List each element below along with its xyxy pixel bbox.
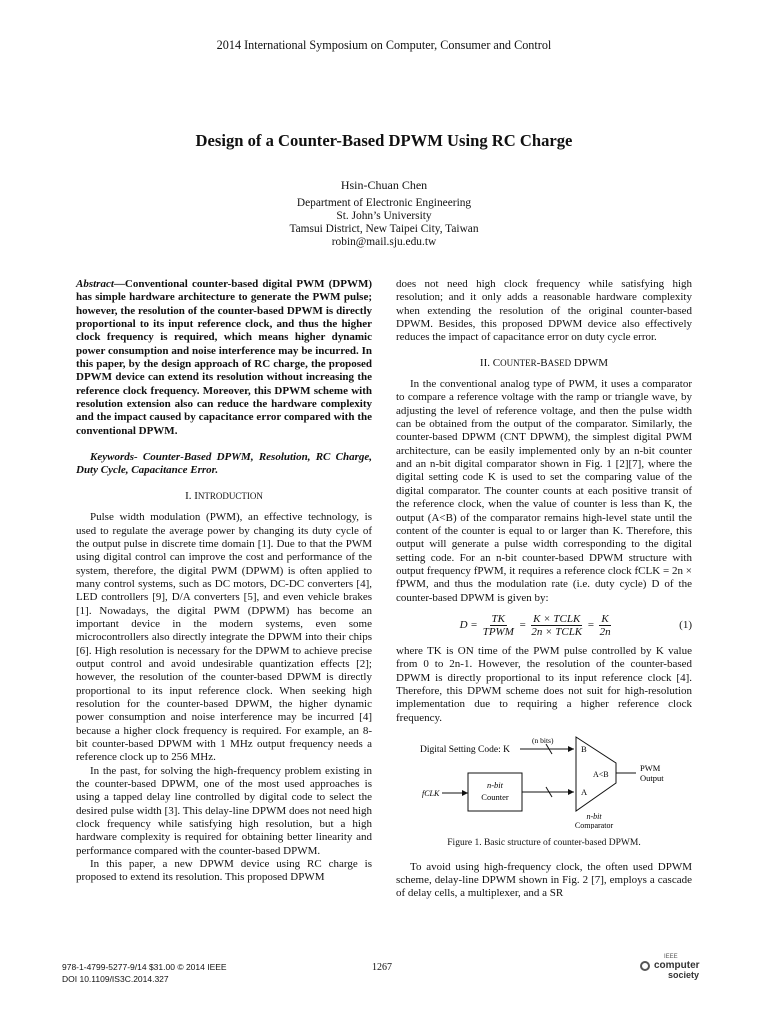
svg-text:Output: Output	[640, 772, 664, 783]
abstract-label: Abstract	[76, 278, 114, 290]
figure-1-diagram	[396, 733, 692, 829]
intro-paragraph-1: Pulse width modulation (PWM), an effective technology, is used to regulate the average power by changing its duty cycle of the output pulse in discrete time domain [1]. Due to that the PWM using digital control can improve the cost and performance of the system, therefore, the digital PWM (DPWM) is often applied to many control systems, such as DC motors, DC-DC converters [4], LED controllers [9], D/A converters [5], and even vehicle brakes [1]. Nowadays, the digital PWM (DPWM) has become an important device in the modern systems, even some microcontrollers also directly integrate the DPWM into their chips [6]. High resolution is necessary for the DPWM to achieve precise output control and avoid undesirable quantization effects [2]; however, the resolution of the counter-based DPWM is directly proportional to its input reference clock. When seeking high resolution for the counter-based DPWM, the higher dynamic power consumption and noise interference may be incurred [4] because a higher clock frequency is required. For example, an 8-bit counter-based DPWM with 1 MHz output frequency needs a reference clock up to 256 MHz.	[76, 511, 372, 764]
author-name: Hsin-Chuan Chen	[340, 178, 428, 192]
footer-isbn: 978-1-4799-5277-9/14 $31.00 © 2014 IEEE	[62, 962, 227, 972]
svg-text:Counter: Counter	[481, 791, 509, 802]
section2-paragraph-3: To avoid using high-frequency clock, the often used DPWM scheme, delay-line DPWM shown in Fig. 2 [7], employs a cascade of delay cells, a multiplexer, and a SR	[396, 860, 692, 900]
abstract-text: —Conventional counter-based digital PWM (DPWM) has simple hardware architecture to generate the PWM pulse; however, the resolution of the counter-based DPWM is directly proportional to its input reference clock, and thus the higher clock frequency is required, which means higher dynamic power consumption and noise interference may be incurred. In this paper, by the design approach of RC charge, the proposed DPWM device can extend its resolution without increasing the reference clock frequency. Moreover, this DPWM scheme with resolution extension also can reduce the hardware complexity and the impact caused by capacitance error compared with the conventional DPWM.	[76, 278, 372, 437]
pwm-output-label: PWM	[640, 762, 661, 773]
figure-1-caption: Figure 1. Basic structure of counter-based DPWM.	[447, 838, 641, 849]
equation-number: (1)	[679, 619, 692, 632]
nbits-label: (n bits)	[532, 735, 554, 745]
author-location: Tamsui District, New Taipei City, Taiwan	[289, 223, 479, 235]
section-heading-counter-based: II. COUNTER-BASED DPWM	[479, 356, 609, 369]
conference-header: 2014 International Symposium on Computer, Consumer and Control	[216, 38, 552, 52]
abstract	[76, 278, 372, 438]
equation-1: D = $\frac{TK}{\text{TPWM}}$ = $\frac{\text{K × TCLK}}{\text{2n × TCLK}}$ = $\frac{K}{2n}$ (1)	[459, 613, 692, 639]
svg-text:A<B: A<B	[593, 769, 609, 779]
svg-text:n-bit: n-bit	[486, 779, 504, 790]
intro-paragraph-3: In this paper, a new DPWM device using RC charge is proposed to extend its resolution. This proposed DPWM	[76, 858, 372, 884]
svg-text:n-bit: n-bit	[586, 811, 602, 821]
footer-doi: DOI 10.1109/IS3C.2014.327	[62, 974, 169, 984]
svg-text:B: B	[581, 743, 587, 754]
left-column	[76, 278, 372, 885]
fclk-label: fCLK	[422, 788, 440, 798]
svg-text:Comparator: Comparator	[574, 820, 614, 829]
ieee-cs-logo: IEEE computer society	[640, 954, 710, 980]
section2-paragraph-2: where TK is ON time of the PWM pulse controlled by K value from 0 to 2n-1. However, the resolution of the counter-based DPWM is directly proportional to its input reference clock [4]. Therefore, this DPWM scheme does not suit for high-resolution implementation due to requiring a higher reference clock frequency.	[396, 644, 692, 724]
figure-1	[396, 733, 692, 851]
section-heading-introduction: I. INTRODUCTION	[185, 489, 263, 502]
keywords: Keywords- Counter-Based DPWM, Resolution, RC Charge, Duty Cycle, Capacitance Error.	[76, 451, 372, 477]
right-column	[396, 278, 692, 901]
author-department: Department of Electronic Engineering	[296, 197, 472, 209]
paper-title: Design of a Counter-Based DPWM Using RC Charge	[195, 131, 573, 150]
intro-paragraph-2: In the past, for solving the high-frequency problem existing in the counter-based DPWM, one of the most used approaches is using a tapped delay line controlled by digital code to select the desired pulse width [3]. This delay-line DPWM does not need high clock frequency while satisfying high resolution, but a high hardware complexity is required for obtaining better linearity and performance compared with the counter-based DPWM.	[76, 764, 372, 857]
computer-society-icon	[640, 961, 650, 971]
right-paragraph-0: does not need high clock frequency while satisfying high resolution; and it only adds a reasonable hardware complexity when extending the resolution of the original counter-based DPWM. Besides, this proposed DPWM device also effectively reduces the impact of capacitance error on duty cycle error.	[396, 278, 692, 344]
author-university: St. John’s University	[336, 210, 432, 222]
section2-paragraph-1: In the conventional analog type of PWM, it uses a comparator to compare a reference voltage with the ramp or triangle wave, by adjusting the level of reference voltage, and then the pulse width can be obtained from the output of the comparator. Similarly, the counter-based DPWM (CNT DPWM), the simplest digital PWM architecture, can be easily implemented only by an n-bit counter and an n-bit digital comparator shown in Fig. 1 [2][7], where the digital setting code K is used to set the comparing value of the digital comparator. The counter counts at each positive transit of the reference clock, when the value of counter is less than K, the output (A<B) of the comparator remains high-level state until the content of the counter is equal to or larger than K. Therefore, this output will generate a pulse width corresponding to the digital setting code. For an n-bit counter-based DPWM structure with output frequency fPWM, it requires a reference clock fCLK = 2n × fPWM, and thus the modulation rate (i.e. duty cycle) D of the counter-based DPWM is given by:	[396, 378, 692, 604]
page-number: 1267	[372, 962, 392, 973]
svg-text:A: A	[581, 786, 588, 797]
setting-code-label: Digital Setting Code: K	[420, 744, 510, 755]
author-email: robin@mail.sju.edu.tw	[331, 236, 437, 248]
